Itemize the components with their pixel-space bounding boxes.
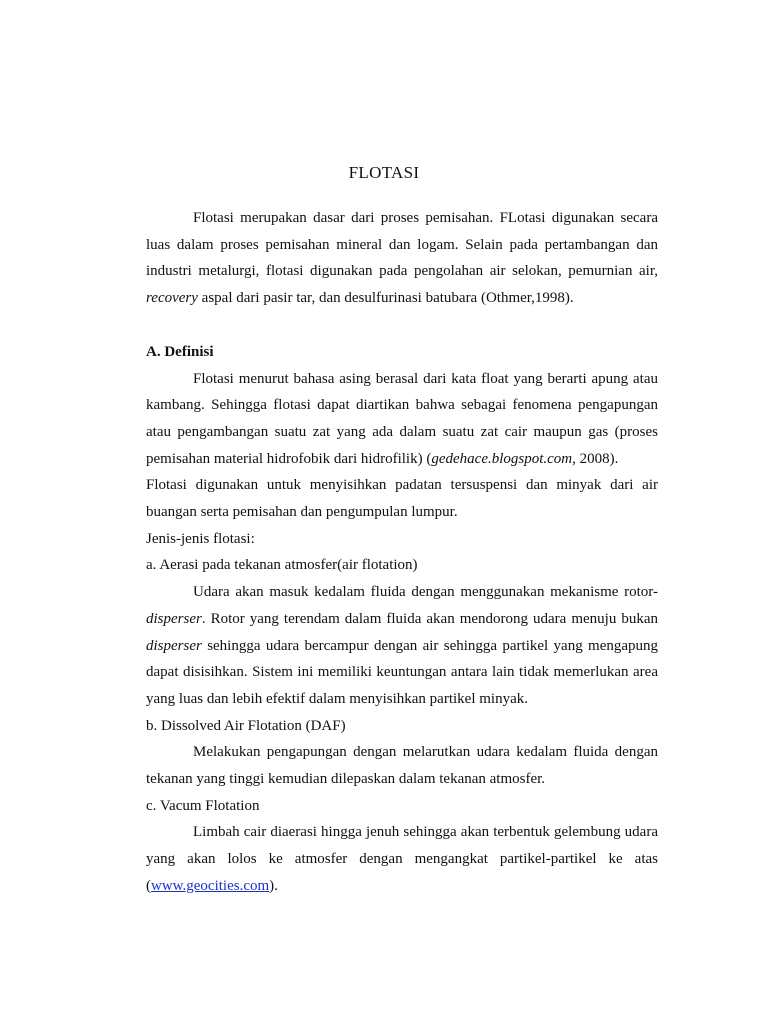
definition-paragraph xyxy=(146,366,658,473)
type-a-paragraph xyxy=(146,579,658,713)
type-a-heading: a. Aerasi pada tekanan atmosfer(air flotation) xyxy=(146,557,418,574)
document-body xyxy=(146,205,658,900)
intro-text: Flotasi merupakan dasar dari proses pemisahan. FLotasi digunakan secara luas dalam proses pemisahan mineral dan logam. Selain pada pertambangan dan industri metalurgi, flotasi digunakan pada pengolahan air selokan, pemurnian air, xyxy=(146,210,658,280)
type-a-text-1: Udara akan masuk kedalam fluida dengan menggunakan mekanisme rotor- xyxy=(193,584,658,601)
usage-paragraph: Flotasi digunakan untuk menyisihkan padatan tersuspensi dan minyak dari air buangan serta pemisahan dan pengumpulan lumpur. xyxy=(146,477,658,521)
citation-source: gedehace.blogspot.com xyxy=(431,450,573,467)
intro-text-end: aspal dari pasir tar, dan desulfurinasi batubara (Othmer,1998). xyxy=(201,290,574,307)
type-c-paragraph xyxy=(146,819,658,899)
citation-year: , 2008). xyxy=(572,450,619,467)
type-b-paragraph: Melakukan pengapungan dengan melarutkan udara kedalam fluida dengan tekanan yang tinggi kemudian dilepaskan dalam tekanan atmosfer. xyxy=(146,744,658,788)
definition-text: Flotasi menurut bahasa asing berasal dari kata float yang berarti apung atau kambang. Sehingga flotasi dapat diartikan bahwa sebagai fenomena pengapungan atau pengambangan suatu zat yang ada dalam suatu zat cair maupun gas (proses pemisahan material hidrofobik dari hidrofilik) ( xyxy=(146,370,658,467)
geocities-link[interactable]: www.geocities.com xyxy=(151,877,270,894)
type-a-text-2: . Rotor yang terendam dalam fluida akan mendorong udara menuju bukan xyxy=(201,610,658,627)
type-c-text-end: ). xyxy=(269,877,278,894)
types-heading: Jenis-jenis flotasi: xyxy=(146,530,255,547)
intro-paragraph xyxy=(146,205,658,312)
spacer xyxy=(146,312,658,339)
type-a-text-3: sehingga udara bercampur dengan air sehingga partikel yang mengapung dapat disisihkan. Sistem ini memiliki keuntungan antara lain tidak memerlukan area yang luas dan lebih efektif dalam menyisihkan partikel minyak. xyxy=(146,637,659,707)
recovery-term: recovery xyxy=(146,290,198,307)
disperser-term-2: disperser xyxy=(146,637,202,654)
section-heading-definisi: A. Definisi xyxy=(146,343,214,360)
document-title: FLOTASI xyxy=(348,163,420,182)
type-b-heading: b. Dissolved Air Flotation (DAF) xyxy=(146,717,346,734)
disperser-term-1: disperser xyxy=(146,610,202,627)
type-c-heading: c. Vacum Flotation xyxy=(146,797,260,814)
type-c-text: Limbah cair diaerasi hingga jenuh sehingga akan terbentuk gelembung udara yang akan lolos ke atmosfer dengan mengangkat partikel-partikel ke atas ( xyxy=(146,824,658,894)
